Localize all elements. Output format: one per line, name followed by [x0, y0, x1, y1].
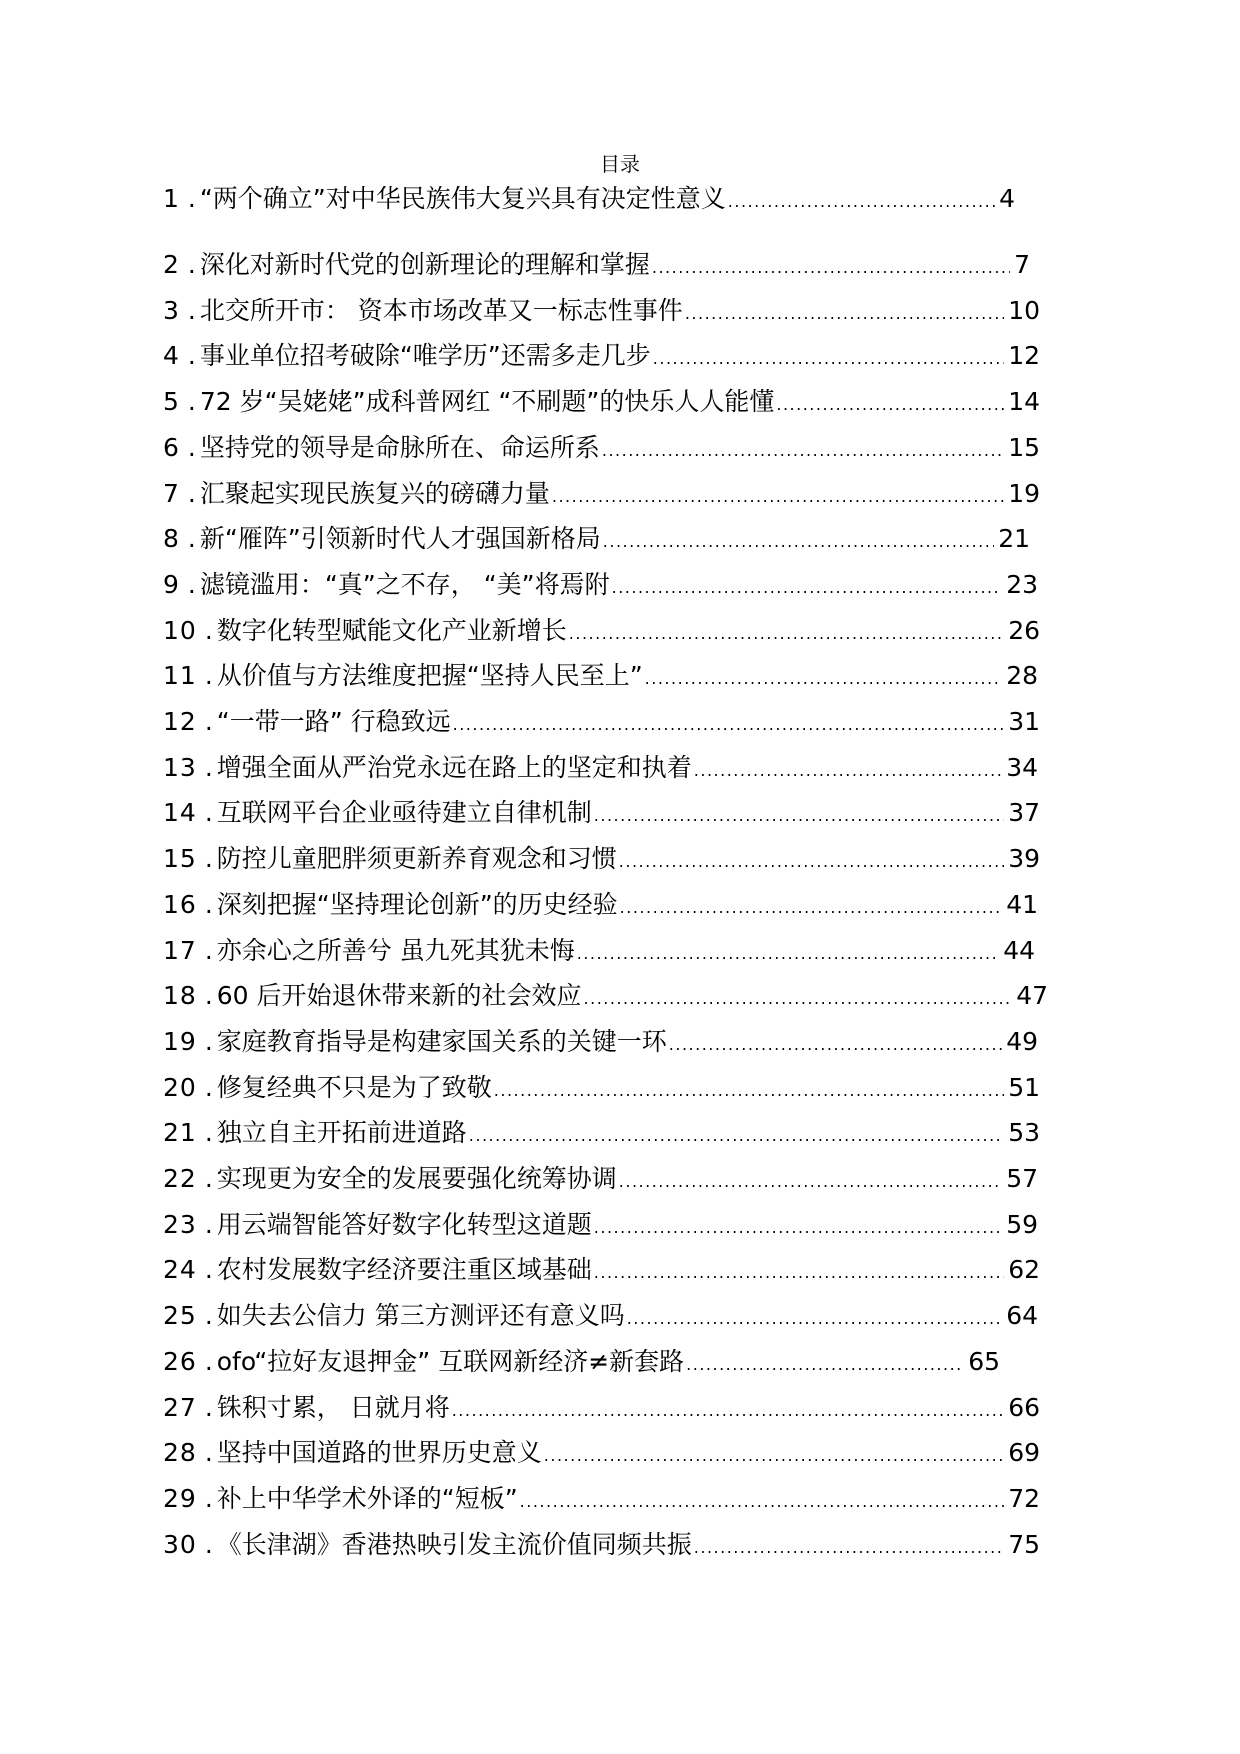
toc-entry[interactable] [163, 1253, 1040, 1287]
toc-entry-number: 1 [163, 184, 180, 213]
toc-entry[interactable] [163, 1208, 1038, 1242]
toc-entry[interactable] [163, 614, 1040, 648]
toc-entry-title: 新“雁阵”引领新时代人才强国新格局 [199, 524, 601, 554]
toc-entry-page-number: 28 [1006, 661, 1038, 691]
toc-entry-separator: . [204, 1118, 213, 1148]
toc-entry-number: 6 [163, 432, 180, 462]
toc-entry-title: 用云端智能答好数字化转型这道题 [216, 1209, 592, 1239]
toc-entry-number: 16 [163, 889, 197, 919]
toc-entry-title: 实现更为安全的发展要强化统筹协调 [216, 1164, 617, 1193]
toc-entry-dot-leader [669, 1028, 1002, 1062]
toc-entry[interactable] [163, 1391, 1040, 1425]
toc-entry-dot-leader [569, 617, 1004, 651]
toc-entry-separator: . [204, 1529, 213, 1559]
toc-entry-dot-leader [594, 1256, 1004, 1290]
toc-entry-dot-leader [694, 1531, 1004, 1565]
toc-entry-page-number: 23 [1006, 569, 1038, 599]
toc-entry[interactable] [163, 339, 1040, 373]
toc-entry-page-number: 59 [1006, 1209, 1038, 1239]
toc-entry-title: “两个确立”对中华民族伟大复兴具有决定性意义 [199, 184, 726, 213]
toc-entry-page-number: 75 [1008, 1529, 1040, 1559]
toc-entry-dot-leader [469, 1119, 1004, 1153]
toc-entry-separator: . [204, 1164, 213, 1193]
toc-entry[interactable] [163, 1116, 1040, 1150]
toc-entry[interactable] [163, 477, 1040, 511]
toc-entry-separator: . [187, 569, 196, 599]
toc-entry[interactable] [163, 705, 1040, 739]
toc-entry-separator: . [187, 295, 196, 325]
toc-entry[interactable] [163, 1162, 1038, 1196]
toc-entry-dot-leader [520, 1485, 1005, 1519]
toc-entry-dot-leader [620, 891, 1003, 925]
toc-entry-dot-leader [594, 1211, 1002, 1245]
toc-entry-separator: . [187, 341, 196, 371]
toc-entry-number: 18 [163, 981, 197, 1011]
toc-entry-number: 28 [163, 1438, 197, 1468]
toc-entry-dot-leader [452, 1394, 1004, 1428]
toc-entry-page-number: 4 [999, 184, 1015, 213]
toc-entry-page-number: 12 [1008, 341, 1040, 371]
toc-entry-dot-leader [652, 251, 1010, 285]
toc-entry[interactable] [163, 522, 1030, 556]
toc-entry-separator: . [187, 478, 196, 508]
toc-entry-page-number: 72 [1008, 1483, 1040, 1513]
toc-entry[interactable] [163, 751, 1038, 785]
toc-entry-dot-leader [453, 708, 1005, 742]
toc-entry[interactable] [163, 385, 1040, 419]
toc-entry-number: 10 [163, 615, 197, 645]
toc-entry[interactable] [163, 888, 1038, 922]
toc-entry-title: 从价值与方法维度把握“坚持人民至上” [216, 661, 643, 691]
toc-entry-number: 12 [163, 707, 197, 736]
toc-entry[interactable] [163, 1071, 1040, 1105]
toc-entry-dot-leader [619, 1165, 1002, 1199]
toc-entry-dot-leader [619, 845, 1004, 879]
toc-entry-title: 60 后开始退休带来新的社会效应 [216, 981, 582, 1011]
toc-entry-number: 3 [163, 295, 180, 325]
toc-entry-separator: . [187, 387, 196, 417]
toc-entry-title: 滤镜滥用：“真”之不存， “美”将焉附 [199, 569, 610, 599]
toc-entry-number: 25 [163, 1301, 197, 1331]
toc-entry-page-number: 7 [1014, 250, 1030, 279]
toc-entry-dot-leader [594, 799, 1004, 833]
toc-entry-separator: . [204, 615, 213, 645]
toc-entry-page-number: 49 [1006, 1026, 1038, 1056]
toc-entry[interactable] [163, 294, 1040, 328]
toc-entry-separator: . [204, 1301, 213, 1331]
toc-entry-title: 铢积寸累， 日就月将 [216, 1392, 450, 1422]
toc-entry-number: 27 [163, 1392, 197, 1422]
toc-entry-dot-leader [577, 937, 999, 971]
toc-entry-number: 17 [163, 935, 197, 965]
toc-entry[interactable] [163, 1345, 1000, 1379]
toc-entry-page-number: 37 [1008, 798, 1040, 828]
toc-entry-number: 5 [163, 387, 180, 417]
toc-entry-page-number: 51 [1008, 1072, 1040, 1102]
toc-entry-number: 24 [163, 1255, 197, 1285]
toc-entry-page-number: 26 [1008, 615, 1040, 645]
toc-entry-dot-leader [728, 185, 995, 219]
toc-entry-title: 《长津湖》香港热映引发主流价值同频共振 [216, 1529, 692, 1559]
toc-entry-number: 29 [163, 1483, 197, 1513]
toc-entry-number: 19 [163, 1026, 197, 1056]
toc-entry-dot-leader [612, 571, 1003, 605]
toc-entry-title: 坚持党的领导是命脉所在、命运所系 [199, 432, 600, 462]
toc-entry-title: 补上中华学术外译的“短板” [216, 1483, 518, 1513]
toc-entry-dot-leader [694, 754, 1002, 788]
toc-entry-separator: . [187, 524, 196, 554]
toc-entry[interactable] [163, 842, 1040, 876]
toc-entry-dot-leader [602, 434, 1004, 468]
toc-entry-title: 家庭教育指导是构建家国关系的关键一环 [216, 1026, 667, 1056]
toc-entry-page-number: 21 [998, 524, 1030, 554]
toc-entry-number: 11 [163, 661, 197, 691]
toc-entry-separator: . [187, 432, 196, 462]
toc-entry-number: 13 [163, 752, 197, 782]
toc-entry[interactable] [163, 182, 1015, 216]
toc-entry-separator: . [204, 1483, 213, 1513]
toc-entry-number: 4 [163, 341, 180, 371]
toc-entry-page-number: 53 [1008, 1118, 1040, 1148]
toc-entry[interactable] [163, 796, 1040, 830]
toc-entry-dot-leader [685, 297, 1004, 331]
toc-entry-number: 21 [163, 1118, 197, 1148]
toc-entry-title: 事业单位招考破除“唯学历”还需多走几步 [199, 341, 651, 371]
toc-entry-separator: . [204, 935, 213, 965]
toc-entry-title: 数字化转型赋能文化产业新增长 [216, 615, 567, 645]
toc-entry-dot-leader [603, 525, 994, 559]
toc-entry-number: 23 [163, 1209, 197, 1239]
toc-entry-page-number: 47 [1016, 981, 1048, 1011]
toc-entry-page-number: 10 [1008, 295, 1040, 325]
toc-entry[interactable] [163, 1528, 1040, 1562]
toc-entry-title: 72 岁“吴姥姥”成科普网红 “不刷题”的快乐人人能懂 [199, 387, 775, 417]
toc-entry-separator: . [187, 184, 196, 213]
toc-entry-number: 22 [163, 1164, 197, 1193]
toc-entry-page-number: 57 [1006, 1164, 1038, 1193]
toc-entry[interactable] [163, 1482, 1040, 1516]
toc-entry-number: 14 [163, 798, 197, 828]
toc-entry-number: 2 [163, 250, 180, 279]
toc-entry-page-number: 44 [1003, 935, 1035, 965]
toc-entry-number: 20 [163, 1072, 197, 1102]
toc-entry-page-number: 14 [1008, 387, 1040, 417]
toc-entry-separator: . [204, 1392, 213, 1422]
toc-entry-dot-leader [627, 1302, 1002, 1336]
toc-entry-separator: . [204, 1438, 213, 1468]
toc-entry-title: 汇聚起实现民族复兴的磅礴力量 [199, 478, 550, 508]
toc-entry-separator: . [204, 1346, 213, 1376]
toc-entry-title: 深刻把握“坚持理论创新”的历史经验 [216, 889, 618, 919]
toc-entry-title: 防控儿童肥胖须更新养育观念和习惯 [216, 844, 617, 874]
toc-entry-separator: . [204, 752, 213, 782]
toc-entry-dot-leader [776, 388, 1004, 422]
toc-entry[interactable] [163, 934, 1035, 968]
toc-entry-dot-leader [494, 1074, 1004, 1108]
toc-entry-title: 增强全面从严治党永远在路上的坚定和执着 [216, 752, 692, 782]
toc-entry-page-number: 34 [1006, 752, 1038, 782]
toc-entry[interactable] [163, 1299, 1038, 1333]
toc-entry-page-number: 65 [968, 1346, 1000, 1376]
toc-entry-number: 7 [163, 478, 180, 508]
toc-entry-page-number: 64 [1006, 1301, 1038, 1331]
toc-entry[interactable] [163, 979, 1048, 1013]
toc-entry-dot-leader [552, 480, 1004, 514]
toc-entry-separator: . [204, 661, 213, 691]
toc-entry-dot-leader [584, 982, 1013, 1016]
toc-entry-dot-leader [544, 1439, 1004, 1473]
toc-entry-title: 农村发展数字经济要注重区域基础 [216, 1255, 592, 1285]
toc-entry-number: 30 [163, 1529, 197, 1559]
toc-entry-page-number: 66 [1008, 1392, 1040, 1422]
toc-entry-title: 如失去公信力 第三方测评还有意义吗 [216, 1301, 625, 1331]
toc-entry-title: 独立自主开拓前进道路 [216, 1118, 467, 1148]
toc-entry-title: ofo“拉好友退押金” 互联网新经济≠新套路 [216, 1346, 685, 1376]
toc-entry-separator: . [204, 981, 213, 1011]
toc-entry-dot-leader [645, 662, 1003, 696]
toc-entry-separator: . [204, 844, 213, 874]
toc-entry-title: 互联网平台企业亟待建立自律机制 [216, 798, 592, 828]
toc-entry-number: 26 [163, 1346, 197, 1376]
toc-entry-title: 坚持中国道路的世界历史意义 [216, 1438, 542, 1468]
toc-entry-dot-leader [653, 342, 1004, 376]
toc-entry-page-number: 39 [1008, 844, 1040, 874]
toc-entry-page-number: 19 [1008, 478, 1040, 508]
toc-entry-page-number: 31 [1008, 707, 1040, 736]
toc-entry-page-number: 15 [1008, 432, 1040, 462]
toc-entry-page-number: 69 [1008, 1438, 1040, 1468]
toc-entry-separator: . [187, 250, 196, 279]
toc-entry-number: 8 [163, 524, 180, 554]
toc-entry[interactable] [163, 431, 1040, 465]
toc-title: 目录 [600, 152, 640, 176]
toc-entry-separator: . [204, 1072, 213, 1102]
toc-entry-separator: . [204, 707, 213, 736]
toc-entry-title: 亦余心之所善兮 虽九死其犹未悔 [216, 935, 575, 965]
toc-entry-separator: . [204, 798, 213, 828]
toc-entry-dot-leader [686, 1348, 964, 1382]
toc-entry-separator: . [204, 1026, 213, 1056]
toc-entry-title: 北交所开市： 资本市场改革又一标志性事件 [199, 295, 683, 325]
toc-entry-title: 修复经典不只是为了致敬 [216, 1072, 492, 1102]
toc-entry-page-number: 41 [1006, 889, 1038, 919]
toc-entry[interactable] [163, 248, 1030, 282]
toc-entry[interactable] [163, 1436, 1040, 1470]
toc-entry-separator: . [204, 1209, 213, 1239]
toc-entry-separator: . [204, 1255, 213, 1285]
toc-entry[interactable] [163, 659, 1038, 693]
toc-entry-number: 15 [163, 844, 197, 874]
toc-entry[interactable] [163, 1025, 1038, 1059]
toc-entry-number: 9 [163, 569, 180, 599]
toc-entry-separator: . [204, 889, 213, 919]
toc-entry[interactable] [163, 568, 1038, 602]
toc-entry-title: 深化对新时代党的创新理论的理解和掌握 [199, 250, 650, 279]
toc-entry-title: “一带一路” 行稳致远 [216, 707, 451, 736]
toc-entry-page-number: 62 [1008, 1255, 1040, 1285]
